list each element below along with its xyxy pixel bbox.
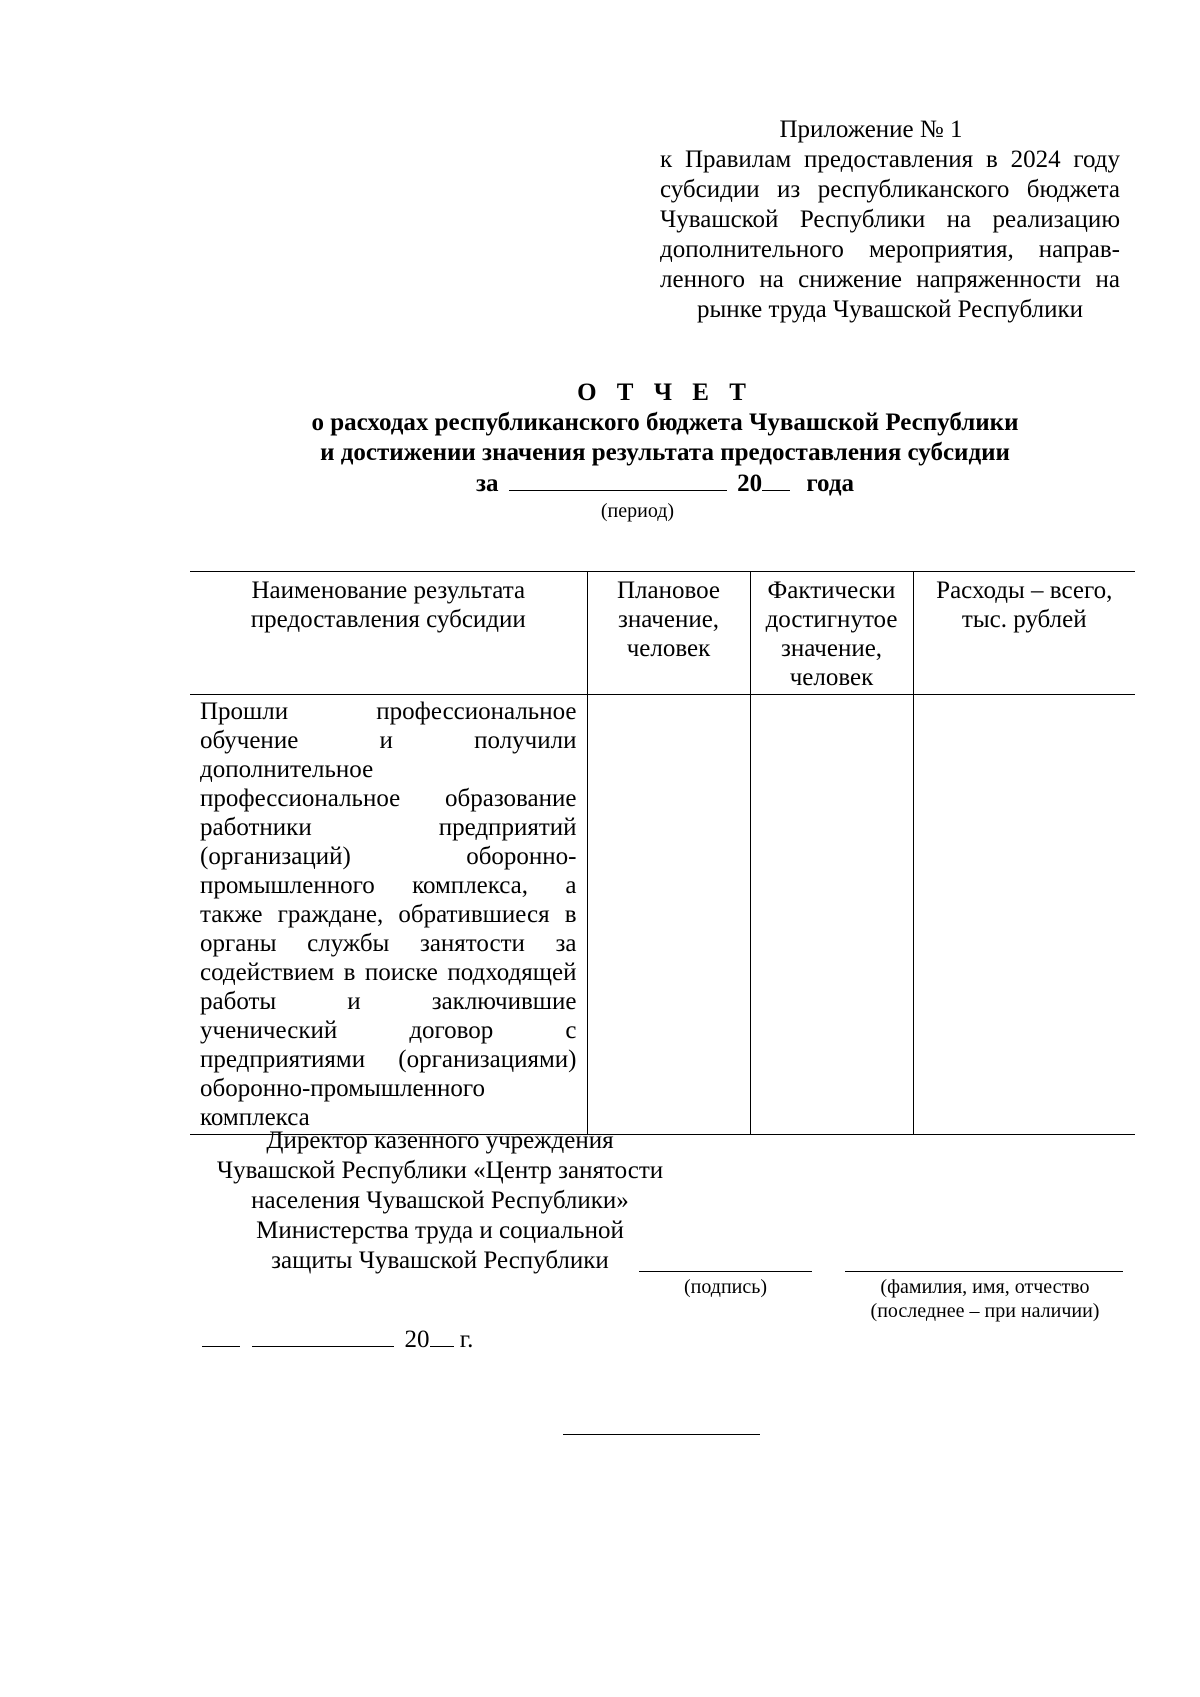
signature-caption: (подпись) [683, 1276, 768, 1298]
report-heading [0, 378, 1200, 468]
cell-planned-value[interactable] [587, 695, 750, 1135]
report-period-line [0, 468, 1200, 499]
cell-actual-value[interactable] [750, 695, 913, 1135]
signatory-line: Чувашской Республики «Центр занятости [216, 1157, 664, 1184]
date-suffix: г. [459, 1326, 474, 1353]
table-row [190, 695, 1135, 1135]
year-blank-field[interactable] [762, 468, 790, 491]
signature-field[interactable] [639, 1271, 812, 1272]
appendix-text-line: Чувашской Республики на реализацию [660, 206, 1120, 233]
appendix-block [660, 115, 1120, 325]
closing-divider [563, 1434, 760, 1435]
period-prefix: за [476, 470, 499, 497]
period-blank-field[interactable] [509, 468, 727, 491]
appendix-text-line: дополнительного мероприятия, направ- [660, 236, 1120, 263]
appendix-text-line: субсидии из республиканского бюджета [660, 176, 1120, 203]
appendix-text-line: рынке труда Чувашской Республики [696, 296, 1084, 323]
date-day-field[interactable] [202, 1322, 240, 1347]
appendix-text-line: ленного на снижение напряженности на [660, 266, 1120, 293]
header-result-name: Наименование результата предоставления субсидии [190, 572, 587, 695]
appendix-title: Приложение № 1 [779, 116, 963, 143]
year-suffix: года [806, 470, 854, 497]
header-expenses: Расходы – всего, тыс. рублей [913, 572, 1135, 695]
header-planned-value: Плановое значение, человек [587, 572, 750, 695]
date-month-field[interactable] [252, 1322, 394, 1347]
cell-result-name: Прошли профессиональное обучение и получили дополнительное профессиональное образование работники предприятий (организаций) оборонно-промышленного комплекса, а также граждане, обратившиеся в органы службы занятости за содействием в поиске подходящей работы и заключившие ученический договор с предприятиями (организациями) оборонно-промышленного комплекса [190, 695, 587, 1135]
full-name-caption-line-1: (фамилия, имя, отчество [880, 1276, 1090, 1298]
full-name-caption [830, 1275, 1140, 1323]
signatory-position [200, 1126, 680, 1276]
signatory-line: Директор казенного учреждения [266, 1127, 614, 1154]
report-subtitle-2: и достижении значения результата предоставления субсидии [320, 439, 1010, 466]
date-year-field[interactable] [430, 1322, 454, 1347]
full-name-field[interactable] [845, 1271, 1123, 1272]
date-year-prefix: 20 [404, 1326, 430, 1353]
report-table [190, 571, 1135, 1135]
header-actual-value: Фактически достигнутое значение, человек [750, 572, 913, 695]
table-header-row [190, 572, 1135, 695]
report-subtitle-1: о расходах республиканского бюджета Чувашской Республики [311, 409, 1019, 436]
year-prefix: 20 [737, 470, 763, 497]
signatory-line: защиты Чувашской Республики [271, 1247, 609, 1274]
full-name-caption-line-2: (последнее – при наличии) [870, 1300, 1100, 1322]
period-caption: (период) [600, 500, 675, 522]
signatory-line: населения Чувашской Республики» [251, 1187, 629, 1214]
report-title: О Т Ч Е Т [577, 379, 753, 406]
signatory-line: Министерства труда и социальной [256, 1217, 624, 1244]
cell-expenses[interactable] [913, 695, 1135, 1135]
appendix-text-line: к Правилам предоставления в 2024 году [660, 146, 1120, 173]
signature-date [202, 1322, 473, 1355]
